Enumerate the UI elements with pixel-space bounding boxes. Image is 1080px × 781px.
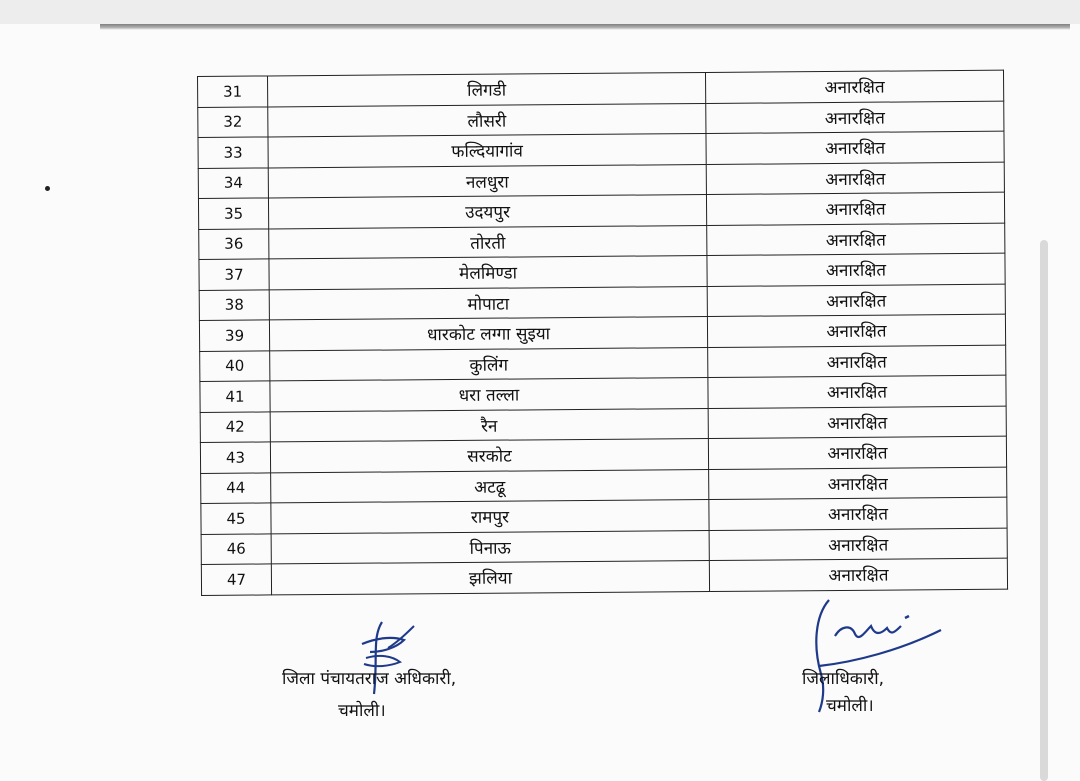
row-panchayat-name: फल्दियागांव <box>268 134 706 168</box>
row-reservation-status: अनारक्षित <box>706 192 1004 225</box>
row-serial-number: 44 <box>201 472 271 503</box>
row-panchayat-name: सरकोट <box>270 438 708 472</box>
scrollbar[interactable] <box>1040 240 1048 781</box>
row-serial-number: 36 <box>199 228 269 259</box>
row-serial-number: 32 <box>198 106 268 137</box>
row-serial-number: 41 <box>200 381 270 412</box>
row-panchayat-name: धरा तल्ला <box>270 377 708 411</box>
row-serial-number: 31 <box>198 76 268 107</box>
row-serial-number: 33 <box>198 137 268 168</box>
right-signatory-place: चमोली। <box>826 696 874 716</box>
row-serial-number: 35 <box>198 198 268 229</box>
row-reservation-status: अनारक्षित <box>706 162 1004 195</box>
left-signatory-title: जिला पंचायतराज अधिकारी, <box>282 669 457 689</box>
row-serial-number: 46 <box>201 533 271 564</box>
row-panchayat-name: लौसरी <box>268 103 706 137</box>
row-serial-number: 38 <box>199 289 269 320</box>
row-panchayat-name: मोपाटा <box>269 286 707 320</box>
ink-dot <box>45 186 50 191</box>
row-reservation-status: अनारक्षित <box>708 436 1006 469</box>
row-panchayat-name: लिगडी <box>268 73 706 107</box>
left-signatory-place: चमोली। <box>338 701 386 721</box>
row-reservation-status: अनारक्षित <box>709 497 1007 530</box>
row-reservation-status: अनारक्षित <box>709 528 1007 561</box>
table-row <box>201 558 1007 595</box>
row-reservation-status: अनारक्षित <box>708 406 1006 439</box>
row-panchayat-name: झलिया <box>271 560 709 594</box>
row-serial-number: 47 <box>201 564 271 595</box>
row-reservation-status: अनारक्षित <box>708 375 1006 408</box>
row-reservation-status: अनारक्षित <box>706 131 1004 164</box>
row-panchayat-name: रामपुर <box>271 499 709 533</box>
row-panchayat-name: अटढू <box>271 469 709 503</box>
panchayat-reservation-table <box>197 70 1008 596</box>
row-reservation-status: अनारक्षित <box>709 558 1007 591</box>
row-serial-number: 42 <box>200 411 270 442</box>
row-panchayat-name: रैन <box>270 408 708 442</box>
row-reservation-status: अनारक्षित <box>706 101 1004 134</box>
row-panchayat-name: नलधुरा <box>268 164 706 198</box>
row-serial-number: 40 <box>200 350 270 381</box>
row-panchayat-name: कुलिंग <box>270 347 708 381</box>
row-reservation-status: अनारक्षित <box>707 223 1005 256</box>
row-panchayat-name: उदयपुर <box>268 195 706 229</box>
row-reservation-status: अनारक्षित <box>707 284 1005 317</box>
page-top-edge <box>100 24 1070 30</box>
panchayat-table-wrap <box>197 70 1007 596</box>
row-reservation-status: अनारक्षित <box>705 70 1003 103</box>
row-serial-number: 45 <box>201 503 271 534</box>
row-serial-number: 43 <box>200 442 270 473</box>
row-reservation-status: अनारक्षित <box>707 314 1005 347</box>
row-reservation-status: अनारक्षित <box>709 467 1007 500</box>
row-reservation-status: अनारक्षित <box>707 253 1005 286</box>
row-panchayat-name: तोरती <box>269 225 707 259</box>
row-panchayat-name: धारकोट लग्गा सुइया <box>269 316 707 350</box>
row-reservation-status: अनारक्षित <box>708 345 1006 378</box>
top-bar <box>0 0 1080 26</box>
table-body <box>198 70 1008 595</box>
row-panchayat-name: मेलमिण्डा <box>269 256 707 290</box>
row-serial-number: 34 <box>198 167 268 198</box>
row-panchayat-name: पिनाऊ <box>271 530 709 564</box>
row-serial-number: 37 <box>199 259 269 290</box>
right-signatory-title: जिलाधिकारी, <box>802 669 885 689</box>
row-serial-number: 39 <box>199 320 269 351</box>
